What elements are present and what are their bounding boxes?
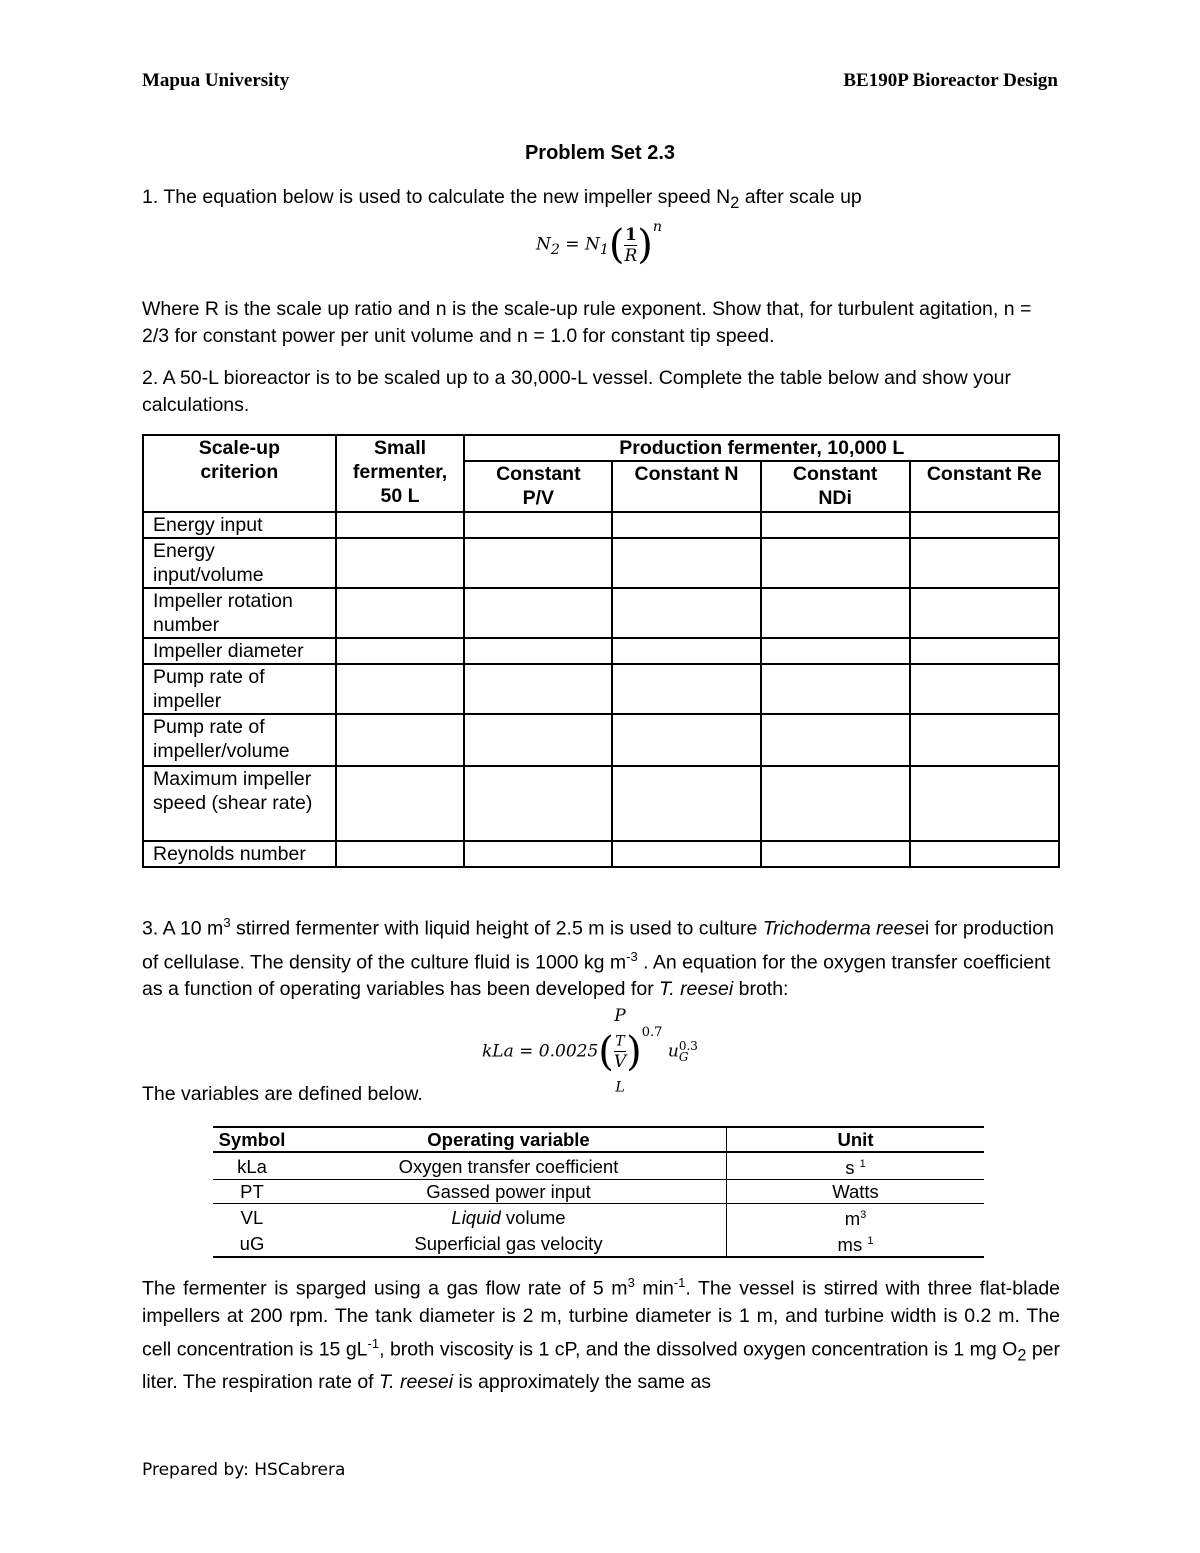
row-label: Impeller diameter — [143, 638, 336, 664]
answer-cell[interactable] — [464, 766, 612, 841]
variables-table — [213, 1126, 984, 1258]
table-row — [143, 664, 1059, 714]
col-header: Symbol — [213, 1127, 291, 1152]
subheader: Constant P/V — [464, 461, 612, 512]
subheader: Constant N — [612, 461, 760, 512]
answer-cell[interactable] — [464, 588, 612, 638]
table-row — [143, 766, 1059, 841]
row-label: Energy input — [143, 512, 336, 538]
table-row — [143, 538, 1059, 588]
table-row — [143, 588, 1059, 638]
col-header: Operating variable — [291, 1127, 727, 1152]
col-header: Unit — [727, 1127, 985, 1152]
header-criterion: Scale-up criterion — [143, 435, 336, 512]
row-label: Pump rate of impeller/volume — [143, 714, 336, 766]
row-label: Reynolds number — [143, 841, 336, 867]
answer-cell[interactable] — [910, 588, 1059, 638]
header-small: Small fermenter, 50 L — [336, 435, 465, 512]
answer-cell[interactable] — [761, 512, 910, 538]
table-row — [143, 714, 1059, 766]
table-row — [143, 638, 1059, 664]
q3-equation: kLa = 0.0025( P $_T$ V $_L$ )$^{0.7}$ u 0.3 G — [482, 1006, 698, 1096]
header-production: Production fermenter, 10,000 L — [464, 435, 1059, 461]
answer-cell[interactable] — [464, 638, 612, 664]
variables-intro: The variables are defined below. — [142, 1083, 423, 1105]
answer-cell[interactable] — [612, 841, 760, 867]
q2-text: 2. A 50-L bioreactor is to be scaled up to a 30,000-L vessel. Complete the table below and show your calculations. — [142, 367, 1012, 416]
answer-cell[interactable] — [761, 638, 910, 664]
answer-cell[interactable] — [336, 638, 465, 664]
answer-cell[interactable] — [761, 714, 910, 766]
scale-up-table — [142, 434, 1060, 868]
answer-cell[interactable] — [761, 588, 910, 638]
answer-cell[interactable] — [612, 588, 760, 638]
header-right: BE190P Bioreactor Design — [843, 70, 1058, 91]
row-label: Maximum impeller speed (shear rate) — [143, 766, 336, 841]
answer-cell[interactable] — [761, 664, 910, 714]
answer-cell[interactable] — [612, 664, 760, 714]
table-row — [143, 512, 1059, 538]
answer-cell[interactable] — [336, 766, 465, 841]
answer-cell[interactable] — [910, 664, 1059, 714]
answer-cell[interactable] — [336, 538, 465, 588]
answer-cell[interactable] — [761, 538, 910, 588]
q1-paragraph: Where R is the scale up ratio and n is the scale-up rule exponent. Show that, for turbulent agitation, n = 2/3 for constant power per unit volume and n = 1.0 for constant tip speed. — [142, 298, 1032, 347]
answer-cell[interactable] — [910, 538, 1059, 588]
table-row: PT Gassed power input Watts — [213, 1180, 984, 1204]
answer-cell[interactable] — [464, 538, 612, 588]
row-label: Impeller rotation number — [143, 588, 336, 638]
answer-cell[interactable] — [464, 664, 612, 714]
answer-cell[interactable] — [612, 512, 760, 538]
answer-cell[interactable] — [336, 714, 465, 766]
answer-cell[interactable] — [612, 714, 760, 766]
answer-cell[interactable] — [910, 638, 1059, 664]
answer-cell[interactable] — [336, 841, 465, 867]
footer: Prepared by: HSCabrera — [142, 1460, 346, 1480]
table-row — [143, 841, 1059, 867]
header-left: Mapua University — [142, 70, 290, 91]
subheader: Constant NDi — [761, 461, 910, 512]
answer-cell[interactable] — [761, 841, 910, 867]
table-row: kLa Oxygen transfer coefficient s $^1$ — [213, 1152, 984, 1180]
q3-conditions: The fermenter is sparged using a gas flow rate of 5 $m^3$ $\min^{-1}$. The vessel is stirred with three flat-blade impellers at 200 rpm. The tank diameter is 2 m, turbine diameter is 1 m, and turbine width is 0.2 m. The cell concentration is 15 $gL^{-1}$, broth viscosity is 1 cP, and the dissolved oxygen concentration is 1 mg $O_2$ per liter. The respiration rate of T. reesei is approximately the same as — [142, 1275, 1061, 1393]
answer-cell[interactable] — [464, 841, 612, 867]
table-row: VL Liquid volume $m^3$ — [213, 1204, 984, 1231]
answer-cell[interactable] — [612, 766, 760, 841]
answer-cell[interactable] — [464, 512, 612, 538]
answer-cell[interactable] — [612, 638, 760, 664]
q1-text: 1. The equation below is used to calculate the new impeller speed $N_2$ after scale up — [142, 186, 862, 212]
answer-cell[interactable] — [761, 766, 910, 841]
page-title: Problem Set 2.3 — [524, 142, 676, 164]
table-row: uG Superficial gas velocity ms $^1$ — [213, 1230, 984, 1257]
answer-cell[interactable] — [910, 512, 1059, 538]
subheader: Constant Re — [910, 461, 1059, 512]
answer-cell[interactable] — [336, 588, 465, 638]
row-label: Pump rate of impeller — [143, 664, 336, 714]
q1-equation: $N_2 = N_1$( $\frac{1}{R}$ )$^n$ — [536, 218, 662, 268]
answer-cell[interactable] — [910, 841, 1059, 867]
answer-cell[interactable] — [910, 714, 1059, 766]
q3-paragraph: 3. A 10 $m^3$ stirred fermenter with liquid height of 2.5 m is used to culture Trichoderma reesei for production of cellulase. The density of the culture fluid is 1000 kg $m^{-3}$ . An equation for the oxygen transfer coefficient as a function of operating variables has been developed for T. reesei broth: — [142, 915, 1054, 1000]
answer-cell[interactable] — [910, 766, 1059, 841]
row-label: Energy input/volume — [143, 538, 336, 588]
answer-cell[interactable] — [612, 538, 760, 588]
answer-cell[interactable] — [464, 714, 612, 766]
answer-cell[interactable] — [336, 664, 465, 714]
answer-cell[interactable] — [336, 512, 465, 538]
